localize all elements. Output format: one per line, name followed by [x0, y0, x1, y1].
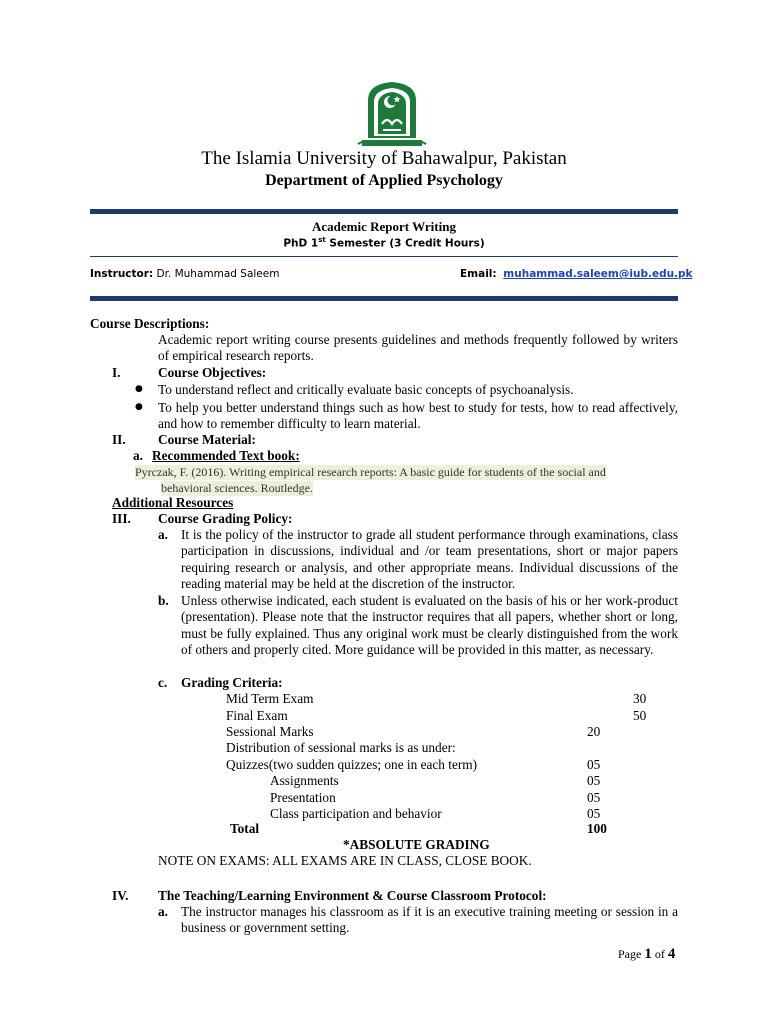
objective-item: To understand reflect and critically evaluate basic concepts of psychoanalysis. [158, 382, 574, 397]
absolute-grading: *ABSOLUTE GRADING [343, 837, 490, 852]
policy-b-text: Unless otherwise indicated, each student is evaluated on the basis of his or her work-product (presentation). Please note that the instructor requires that all papers, whether short or long, must be fully explained. Thus any original work must be clearly distinguished from the work of others and properly cited. More guidance will be provided in this matter, as necessary. [181, 593, 678, 657]
textbook-letter: a. [133, 448, 143, 463]
textbook-reference-line2: behavioral sciences. Routledge. [161, 481, 313, 495]
grading-row-value: 30 [633, 691, 647, 706]
policy-b-letter: b. [158, 593, 169, 608]
grading-row-value: 50 [633, 708, 647, 723]
section-1-title: Course Objectives: [158, 365, 267, 380]
additional-resources: Additional Resources [112, 495, 234, 510]
grading-row-value: 05 [587, 773, 601, 788]
university-name: The Islamia University of Bahawalpur, Pakistan [201, 148, 567, 169]
grading-row-value: 20 [587, 724, 601, 739]
university-crest-logo [356, 78, 428, 150]
bullet-dot-icon: ● [135, 384, 143, 394]
header-rule-top [90, 209, 678, 214]
policy-c-letter: c. [158, 675, 168, 690]
grading-row-label: Presentation [270, 790, 336, 805]
grading-row-value: 05 [587, 790, 601, 805]
textbook-reference-line1: Pyrczak, F. (2016). Writing empirical research reports: A basic guide for students of the social and [135, 465, 606, 479]
grading-row-label: Quizzes(two sudden quizzes; one in each term) [226, 757, 478, 772]
header-rule-mid [90, 256, 678, 257]
email-label: Email: [460, 268, 497, 280]
grading-row-label: Sessional Marks [226, 724, 314, 739]
grading-row-label: Mid Term Exam [226, 691, 314, 706]
grading-row-label: Final Exam [226, 708, 288, 723]
protocol-a-text: The instructor manages his classroom as if it is an executive training meeting or session in a business or government setting. [181, 904, 678, 936]
course-descriptions-text: Academic report writing course presents guidelines and methods frequently followed by writers of empirical research reports. [158, 332, 678, 364]
course-subtitle: PhD 1st Semester (3 Credit Hours) [283, 236, 485, 250]
email-link[interactable]: muhammad.saleem@iub.edu.pk [503, 268, 693, 280]
grading-total-value: 100 [587, 821, 607, 836]
section-4-title: The Teaching/Learning Environment & Course Classroom Protocol: [158, 888, 547, 903]
section-4-number: IV. [112, 888, 129, 903]
policy-a-letter: a. [158, 527, 168, 542]
grading-row-value: 05 [587, 757, 601, 772]
instructor-label: Instructor: [90, 268, 154, 280]
grading-row-label: Assignments [270, 773, 339, 788]
objective-item: To help you better understand things such as how best to study for tests, how to read affectively, and how to remember difficulty to learn material. [158, 400, 678, 432]
grading-row-label: Class participation and behavior [270, 806, 442, 821]
department-name: Department of Applied Psychology [265, 172, 503, 189]
section-3-number: III. [112, 511, 131, 526]
grading-row-value: 05 [587, 806, 601, 821]
email-line [460, 268, 693, 280]
grading-total-label: Total [230, 821, 260, 836]
section-2-number: II. [112, 432, 126, 447]
course-descriptions-label: Course Descriptions: [90, 316, 210, 331]
bullet-dot-icon: ● [135, 402, 143, 412]
policy-a-text: It is the policy of the instructor to grade all student performance through examinations, class participation in discussions, individual and /or team presentations, short or major papers requiring research or analysis, and other appropriate means. Individual discussions of the reading material may be held at the discretion of the instructor. [181, 527, 678, 591]
section-1-number: I. [112, 365, 121, 380]
course-title: Academic Report Writing [312, 219, 456, 234]
grading-criteria-title: Grading Criteria: [181, 675, 283, 690]
page-number: Page 1 of 4 [618, 946, 676, 962]
exam-note: NOTE ON EXAMS: ALL EXAMS ARE IN CLASS, CLOSE BOOK. [158, 853, 532, 868]
section-3-title: Course Grading Policy: [158, 511, 293, 526]
instructor-line [90, 268, 279, 280]
protocol-a-letter: a. [158, 904, 168, 919]
textbook-label: Recommended Text book: [152, 448, 300, 463]
instructor-name: Dr. Muhammad Saleem [156, 268, 280, 280]
section-2-title: Course Material: [158, 432, 256, 447]
grading-row-label: Distribution of sessional marks is as under: [226, 740, 456, 755]
header-rule-bottom [90, 296, 678, 301]
